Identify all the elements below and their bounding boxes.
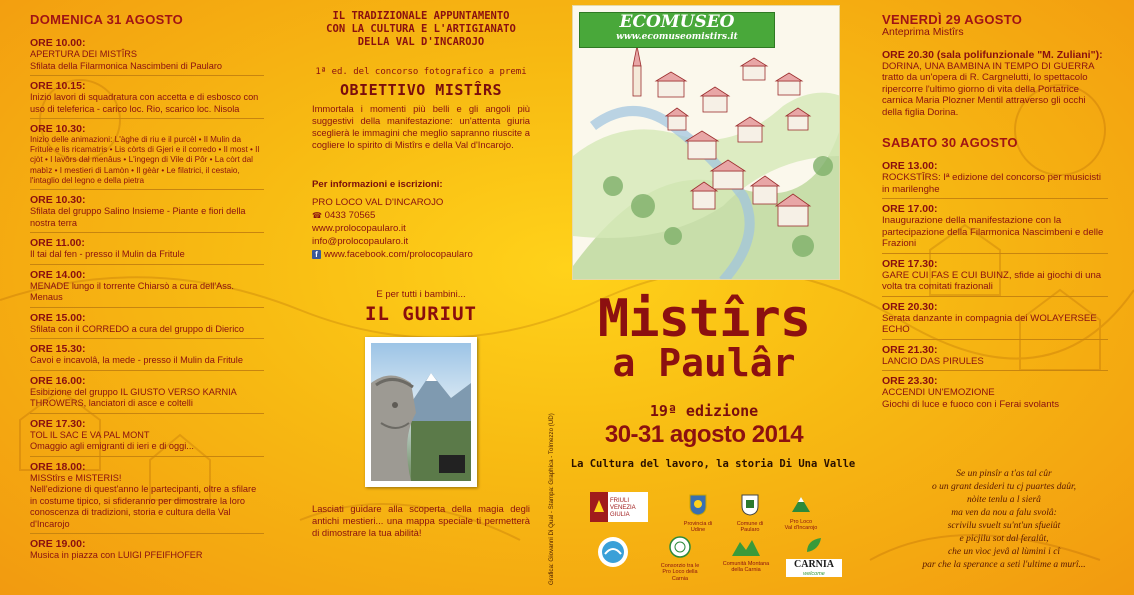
logo-comunita-label: Comunità Montana della Carnia	[722, 560, 770, 573]
contest-subtitle: 1ª ed. del concorso fotografico a premi	[315, 67, 527, 77]
saturday-event-description: ROCKSTÎRS: Iª edizione del concorso per musicisti in marilenghe	[882, 172, 1101, 195]
sunday-event-time: ORE 11.00:	[30, 237, 85, 250]
sunday-event-time: ORE 15.00:	[30, 311, 86, 324]
friday-title: VENERDÌ 29 AGOSTO	[882, 12, 1023, 27]
poem-line: o un grant desideri tu cj puartes daûr,	[931, 482, 1077, 492]
logo-proloco-sub: Val d'Incarojo	[784, 525, 818, 531]
friday-event	[882, 45, 1108, 122]
intro-heading: IL TRADIZIONALE APPUNTAMENTO CON LA CULTURA E L'ARTIGIANATO DELLA VAL D'INCAROJO	[326, 10, 516, 48]
logo-carnia	[786, 536, 842, 577]
guriut-cover-image	[371, 343, 471, 481]
sunday-event-time: ORE 17.30:	[30, 417, 86, 430]
sunday-events-list	[30, 33, 264, 565]
sunday-event	[30, 338, 264, 370]
logo-provincia	[678, 494, 718, 534]
saturday-event	[882, 296, 1108, 339]
info-panel	[290, 0, 542, 595]
sunday-event-time: ORE 10.30:	[30, 123, 86, 135]
sunday-event-time: ORE 16.00:	[30, 374, 86, 387]
sunday-event	[30, 413, 264, 456]
saturday-event-time: ORE 21.30:	[882, 343, 938, 356]
saturday-event	[882, 370, 1108, 413]
saturday-event-time: ORE 17.00:	[882, 203, 938, 215]
logo-comune-label: Comune di Paularo	[736, 520, 764, 533]
sunday-event-description: Inizio delle animazioni: L'àghe di riu e il purcèl • Il Mulin da Fritule e lis ricamatris • Lis còrts di Gjeri e il corredo • Il most • Il cjòt • I lavôrs dal menâus • L'ingegn di Vile di Pôr • La còrt dal mabìz • I mestieri di Lamòn • Il gèàr • Le filatrici, il cestaio, l'intaglio del legno e della pietra	[30, 135, 260, 185]
logo-comunita	[718, 536, 774, 574]
sunday-event-description: Esibizione del gruppo IL GIUSTO VERSO KARNIA THROWERS, lanciatori di asce e coltelli	[30, 386, 237, 409]
sunday-event-description: Il tai dal fen - presso il Mulin da Fritule	[30, 249, 185, 260]
sunday-event	[30, 232, 264, 264]
sunday-event	[30, 75, 264, 118]
contest-title: OBIETTIVO MISTÎRS	[339, 81, 503, 99]
kids-title: IL GURIUT	[365, 303, 477, 325]
sunday-event	[30, 370, 264, 413]
logo-proloco	[780, 494, 822, 532]
logo-comitato	[590, 536, 636, 573]
sunday-event	[30, 264, 264, 307]
saturday-event-description: GARE CUI FAS E CUI BUINZ, sfide ai giochi di una volta tra comitati frazionali	[882, 269, 1102, 292]
logo-comune	[730, 494, 770, 534]
saturday-event-description: Inaugurazione della manifestazione con la partecipazione della Filarmonica Nascimbeni e delle Frazioni	[882, 215, 1104, 249]
info-website[interactable]: www.prolocopaularo.it	[312, 223, 406, 234]
provincia-crest-icon	[689, 494, 707, 516]
kids-description: Lasciati guidare alla scoperta della magia degli antichi mestieri... una mappa speciale ti permetterà di dimostrare la tua abilità!	[312, 503, 530, 538]
poem-line: Se un pinsîr a t'as tal cûr	[956, 469, 1052, 479]
comune-crest-icon	[741, 494, 759, 516]
saturday-event-time: ORE 13.00:	[882, 160, 938, 172]
mountain-statue-illustration	[371, 343, 471, 481]
sunday-event	[30, 118, 264, 189]
sunday-event-time: ORE 10.15:	[30, 80, 86, 92]
sunday-event-description: TOL IL SAC E VA PAL MONT Omaggio agli emigranti di ieri e di oggi...	[30, 429, 194, 452]
info-heading: Per informazioni e iscrizioni:	[312, 179, 443, 190]
phone-icon: ☎	[312, 211, 322, 220]
saturday-event-description: ACCENDI UN'EMOZIONE Giochi di luce e fuoco con i Ferai svolants	[882, 387, 1060, 410]
info-facebook-link[interactable]: www.facebook.com/prolocopaularo	[324, 249, 473, 260]
saturday-title: SABATO 30 AGOSTO	[882, 135, 1018, 150]
sunday-event-time: ORE 19.00:	[30, 538, 86, 551]
proloco-mountain-icon	[790, 494, 812, 514]
sunday-event-description: APERTURA DEI MISTÎRS Sfilata della Filarmonica Nascimbeni di Paularo	[30, 49, 223, 71]
logo-carnia-label: CARNIA	[786, 559, 842, 571]
sunday-event	[30, 307, 264, 339]
poem-line: che un vìoc jevâ al lùmini i cî	[947, 547, 1061, 557]
poem-line: e picjilu sot dal feralût,	[959, 534, 1049, 544]
friday-event-description: DORINA, UNA BAMBINA IN TEMPO DI GUERRA tratto da un'opera di R. Cargnelutti, lo spettacolo ripercorre l'ultimo giorno di vita della Portatrice carnica Maria Plozner Mentil attraverso gli occhi della figlia Dorina.	[882, 60, 1095, 118]
guriut-book-cover	[365, 337, 477, 487]
logo-consorzio	[658, 536, 702, 582]
svg-text:VENEZIA: VENEZIA	[610, 505, 636, 511]
saturday-event	[882, 339, 1108, 371]
logo-carnia-sub: welcome	[786, 571, 842, 578]
sunday-event-time: ORE 14.00:	[30, 268, 86, 281]
friday-event-time: ORE 20.30 (sala polifunzionale "M. Zuliani"):	[882, 48, 1103, 61]
info-organization: PRO LOCO VAL D'INCAROJO	[312, 197, 444, 208]
sunday-event-time: ORE 18.00:	[30, 460, 86, 473]
saturday-event-description: LANCIO DAS PIRULES	[882, 355, 984, 367]
sunday-program-panel	[0, 0, 278, 595]
sunday-event-time: ORE 15.30:	[30, 343, 86, 356]
info-phone-number: 0433 70565	[324, 210, 376, 221]
sunday-event-description: Inizio lavori di squadratura con accetta e di esbosco con uso di teleferica - carico loc. Rio, scarico loc. Nisola	[30, 92, 259, 114]
comitato-globe-icon	[597, 536, 629, 568]
logo-proloco-label: Pro Loco	[789, 518, 812, 525]
saturday-events-list	[882, 156, 1108, 413]
event-dates: 30-31 agosto 2014	[604, 421, 804, 448]
info-facebook-row[interactable]	[312, 248, 530, 261]
saturday-event	[882, 198, 1108, 253]
main-subtitle: a Paulâr	[612, 341, 796, 385]
saturday-event-time: ORE 17.30:	[882, 257, 938, 270]
friday-events-list	[882, 45, 1108, 122]
carnia-leaf-icon	[803, 536, 825, 554]
sunday-event	[30, 33, 264, 75]
tagline: La Cultura del lavoro, la storia Di Una Valle	[570, 458, 856, 470]
svg-text:FRIULI: FRIULI	[610, 498, 630, 504]
main-title: Mistîrs	[597, 289, 811, 349]
comunita-mountains-icon	[732, 536, 760, 556]
village-illustration	[572, 5, 840, 280]
print-credit-text: Grafica: Giovanni Di Qual - Stampa: Graphica - Tolmezzo (UD)	[548, 413, 555, 585]
sunday-event-description: Musica in piazza con LUIGI PFEIFHOFER	[30, 550, 203, 561]
sunday-event-description: Sfilata del gruppo Salino Insieme - Piante e fiori della nostra terra	[30, 206, 246, 228]
sunday-event-description: MISStîrs e MISTERIS! Nell'edizione di quest'anno le partecipanti, oltre a sfilare in costume tipico, si sfideranno per dimostrare la loro conoscenza di tradizioni, storia e cultura della Val d'Incarojo	[30, 472, 257, 529]
info-email[interactable]: info@prolocopaularo.it	[312, 236, 409, 247]
facebook-icon: f	[312, 250, 321, 259]
friday-subtitle: Anteprima Mistîrs	[882, 26, 964, 38]
info-phone	[312, 209, 530, 222]
logo-consorzio-label: Consorzio tra le Pro Loco della Carnia	[660, 562, 700, 582]
sunday-event-description: Cavoi e incavolâ, la mede - presso il Mulin da Fritule	[30, 355, 243, 366]
sunday-event-time: ORE 10.30:	[30, 194, 86, 207]
sponsor-logos	[590, 490, 860, 590]
saturday-event-time: ORE 23.30:	[882, 375, 938, 387]
sunday-event-description: MENADE lungo il torrente Chiarsò a cura dell'Ass. Menaus	[30, 280, 234, 303]
sunday-event-description: Sfilata con il CORREDO a cura del gruppo di Dierico	[30, 323, 244, 334]
saturday-event-description: Serata danzante in compagnia dei WOLAYERSEE ECHO	[882, 312, 1097, 335]
sunday-event-time: ORE 10.00:	[30, 37, 86, 49]
sunday-event	[30, 533, 264, 565]
sunday-event	[30, 189, 264, 232]
contest-description: Immortala i momenti più belli e gli angoli più suggestivi della manifestazione: un'attenta giuria sceglierà le immagini che meglio sapranno riuscite a cogliere lo spirito di Mistîrs e della Val d'Incarojo.	[312, 103, 530, 150]
poem-line: scrivilu svuelt su'nt'un sfueiût	[947, 521, 1061, 531]
logo-fvg	[590, 492, 648, 527]
ecomuseo-url[interactable]: www.ecomuseomistirs.it	[616, 32, 738, 42]
sunday-event	[30, 456, 264, 534]
kids-subtitle: E per tutti i bambini...	[376, 289, 466, 300]
edition-label: 19ª edizione	[649, 402, 759, 420]
logo-provincia-label: Provincia di Udine	[683, 520, 713, 533]
saturday-event-time: ORE 20.30:	[882, 300, 938, 313]
cover-panel	[545, 0, 863, 595]
ecomuseo-title: ECOMUSEO	[619, 12, 735, 32]
poem-line: nòite tenlu a l sierâ	[967, 495, 1041, 505]
ecomuseo-banner	[579, 12, 775, 48]
saturday-event	[882, 156, 1108, 198]
sunday-title: DOMENICA 31 AGOSTO	[30, 12, 183, 27]
saturday-event	[882, 253, 1108, 296]
consorzio-seal-icon	[669, 536, 691, 558]
poem	[880, 468, 1128, 572]
fvg-eagle-icon	[590, 492, 648, 522]
poem-line: par che la sperance a seti l'ultime a murî...	[922, 560, 1086, 570]
poem-line: ma ven da nou a falu svolâ:	[951, 508, 1057, 518]
svg-text:GIULIA: GIULIA	[610, 512, 630, 518]
